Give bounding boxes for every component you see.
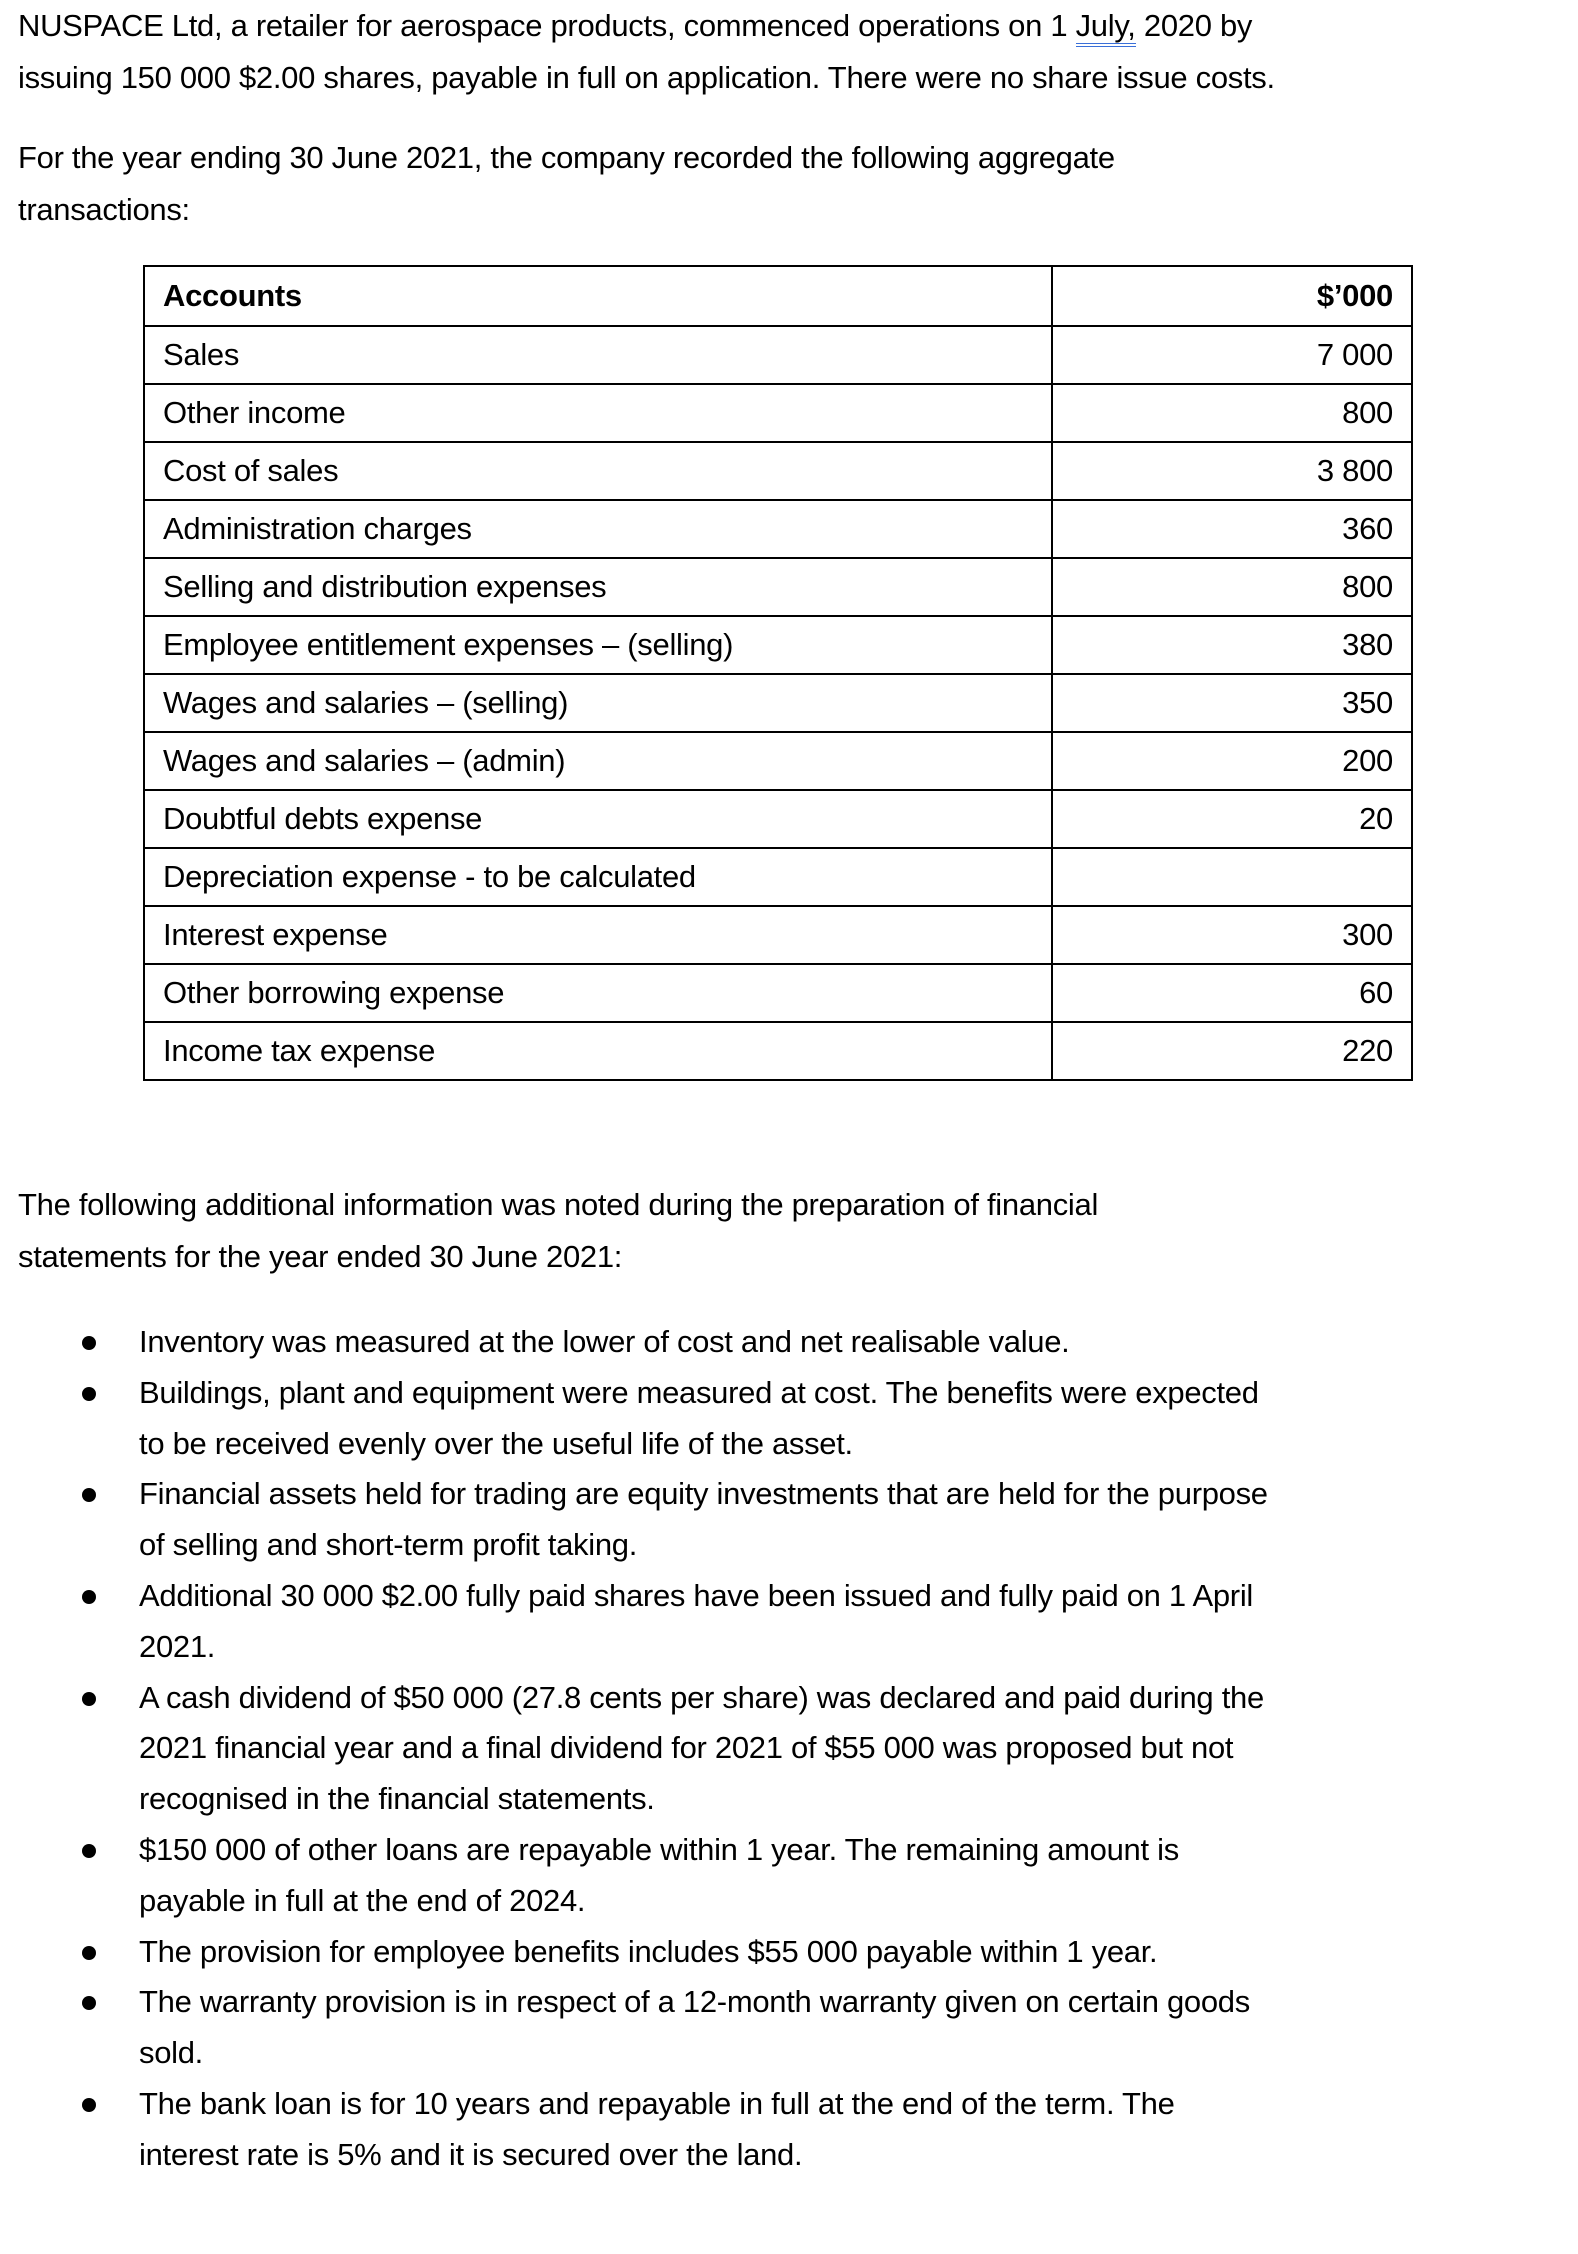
para3-line: The following additional information was noted during the preparation of financial <box>18 1187 1099 1222</box>
table-row <box>144 500 1412 558</box>
bullet-icon <box>82 1488 96 1502</box>
account-amount: 360 <box>1052 500 1412 558</box>
table-row <box>144 1022 1412 1080</box>
intro-line <box>18 6 1252 46</box>
account-name: Income tax expense <box>144 1022 1052 1080</box>
account-name: Depreciation expense - to be calculated <box>144 848 1052 906</box>
bullet-text: The bank loan is for 10 years and repayable in full at the end of the term. The <box>139 2086 1175 2121</box>
account-name: Other borrowing expense <box>144 964 1052 1022</box>
account-name: Cost of sales <box>144 442 1052 500</box>
bullet-text: A cash dividend of $50 000 (27.8 cents per share) was declared and paid during the <box>139 1679 1264 1715</box>
account-name: Other income <box>144 384 1052 442</box>
bullet-text: $150 000 of other loans are repayable within 1 year. The remaining amount is <box>139 1832 1179 1867</box>
table-row <box>144 558 1412 616</box>
bullet-text: sold. <box>139 2035 203 2071</box>
table-row <box>144 616 1412 674</box>
table-row <box>144 848 1412 906</box>
bullet-text: Inventory was measured at the lower of cost and net realisable value. <box>139 1324 1070 1359</box>
header-amount: $’000 <box>1052 266 1412 326</box>
table-row <box>144 732 1412 790</box>
account-amount: 220 <box>1052 1022 1412 1080</box>
bullet-icon <box>82 1844 96 1858</box>
account-name: Interest expense <box>144 906 1052 964</box>
bullet-icon <box>82 1590 96 1604</box>
text: 2020 by <box>1135 8 1253 43</box>
account-amount: 60 <box>1052 964 1412 1022</box>
bullet-icon <box>82 1387 96 1401</box>
account-amount: 20 <box>1052 790 1412 848</box>
table-header-row <box>144 266 1412 326</box>
bullet-text: to be received evenly over the useful life of the asset. <box>139 1425 853 1461</box>
para2-line: transactions: <box>18 192 190 227</box>
account-name: Wages and salaries – (selling) <box>144 674 1052 732</box>
bullet-icon <box>82 1946 96 1960</box>
account-name: Selling and distribution expenses <box>144 558 1052 616</box>
account-amount: 300 <box>1052 906 1412 964</box>
accounts-table <box>143 265 1413 1081</box>
bullet-icon <box>82 2098 96 2112</box>
bullet-text: payable in full at the end of 2024. <box>139 1882 586 1918</box>
bullet-text: of selling and short-term profit taking. <box>139 1527 638 1563</box>
bullet-text: 2021. <box>139 1628 216 1664</box>
account-amount: 380 <box>1052 616 1412 674</box>
bullet-text: Financial assets held for trading are equity investments that are held for the purpose <box>139 1476 1268 1512</box>
bullet-text: interest rate is 5% and it is secured over the land. <box>139 2136 803 2172</box>
bullet-icon <box>82 1996 96 2010</box>
table-row <box>144 790 1412 848</box>
bullet-icon <box>82 1336 96 1350</box>
account-amount: 800 <box>1052 384 1412 442</box>
table-row <box>144 674 1412 732</box>
account-amount: 200 <box>1052 732 1412 790</box>
bullet-text: 2021 financial year and a final dividend for 2021 of $55 000 was proposed but not <box>139 1730 1234 1766</box>
bullet-icon <box>82 1692 96 1706</box>
account-name: Doubtful debts expense <box>144 790 1052 848</box>
account-name: Employee entitlement expenses – (selling) <box>144 616 1052 674</box>
bullet-text: Buildings, plant and equipment were measured at cost. The benefits were expected <box>139 1374 1259 1410</box>
account-name: Wages and salaries – (admin) <box>144 732 1052 790</box>
account-amount: 3 800 <box>1052 442 1412 500</box>
account-amount: 800 <box>1052 558 1412 616</box>
bullet-text: The warranty provision is in respect of a 12-month warranty given on certain goods <box>139 1984 1250 2020</box>
account-amount: 350 <box>1052 674 1412 732</box>
account-name: Administration charges <box>144 500 1052 558</box>
table-row <box>144 964 1412 1022</box>
table-row <box>144 906 1412 964</box>
bullet-text: The provision for employee benefits includes $55 000 payable within 1 year. <box>139 1933 1158 1969</box>
account-amount <box>1052 848 1412 906</box>
header-accounts: Accounts <box>144 266 1052 326</box>
bullet-text: recognised in the financial statements. <box>139 1781 655 1817</box>
spellcheck-word[interactable]: July, <box>1076 8 1136 47</box>
table-row <box>144 384 1412 442</box>
table-row <box>144 442 1412 500</box>
account-amount: 7 000 <box>1052 326 1412 384</box>
bullet-text: Additional 30 000 $2.00 fully paid shares have been issued and fully paid on 1 April <box>139 1578 1253 1613</box>
text: NUSPACE Ltd, a retailer for aerospace products, commenced operations on 1 <box>18 8 1076 43</box>
para2-line: For the year ending 30 June 2021, the company recorded the following aggregate <box>18 140 1115 175</box>
table-row <box>144 326 1412 384</box>
intro-line: issuing 150 000 $2.00 shares, payable in full on application. There were no share issue costs. <box>18 60 1275 95</box>
account-name: Sales <box>144 326 1052 384</box>
para3-line: statements for the year ended 30 June 2021: <box>18 1239 623 1274</box>
